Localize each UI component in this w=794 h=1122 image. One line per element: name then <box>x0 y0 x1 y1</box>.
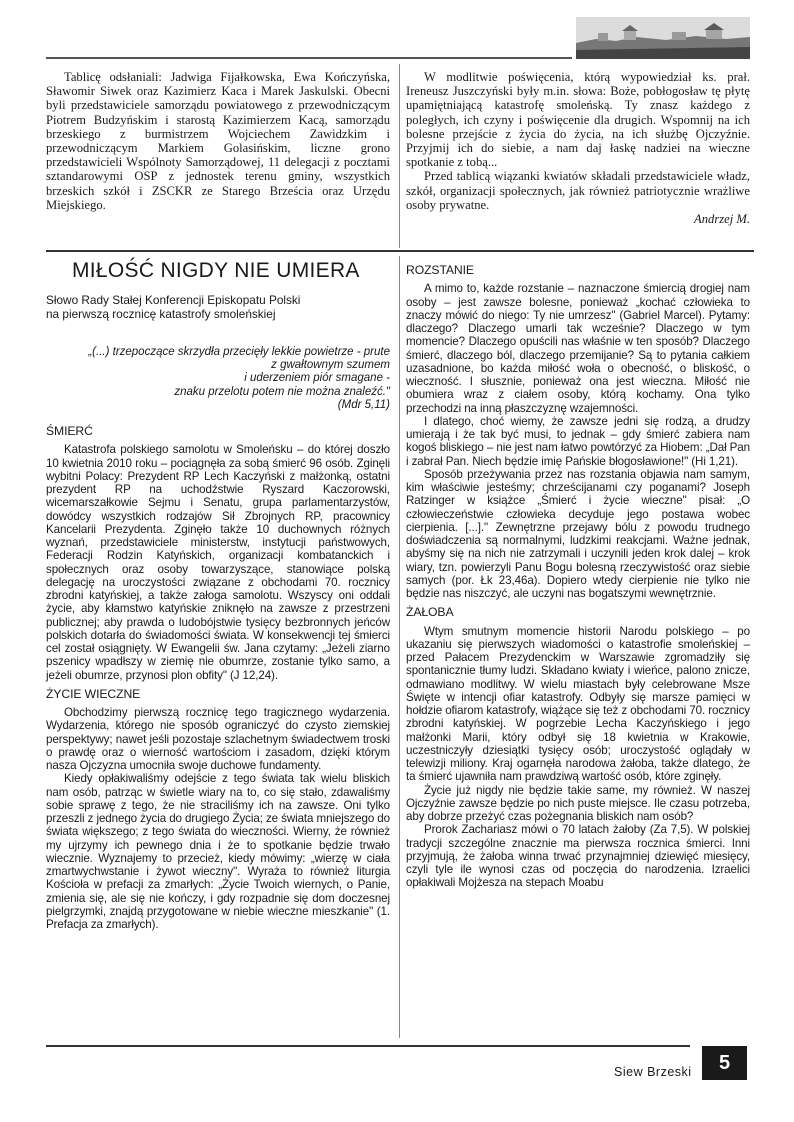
column-divider <box>399 64 400 248</box>
flowers-paragraph: Przed tablicą wiązanki kwiatów składali przedstawiciele władz, szkół, organizacji społecznych, jak również patriotycznie wrażliwe osoby prywatne. <box>406 169 750 212</box>
motto-reference: (Mdr 5,11) <box>337 398 390 411</box>
motto-line-1: „(...) trzepoczące skrzydła przecięły lekkie powietrze - prute <box>88 346 390 358</box>
paragraph-zaloba-2: Życie już nigdy nie będzie takie same, my również. W naszej Ojczyźnie zawsze będzie po nich puste miejsce. Ile czasu potrzeba, aby dobrze przeżyć czas pożegnania bliskich nam osób? <box>406 783 750 823</box>
magazine-name: Siew Brzeski <box>614 1065 692 1079</box>
section-separator <box>46 250 754 252</box>
article-title: MIŁOŚĆ NIGDY NIE UMIERA <box>72 259 360 282</box>
article-left-column <box>46 421 390 931</box>
paragraph-zycie-1: Obchodzimy pierwszą rocznicę tego tragicznego wydarzenia. Wydarzenia, którego nie sposób ograniczyć do czysto ziemskiej perspektywy; nawet jeśli pozostaje szlachetnym świadectwem troski o prawdę oraz o wierność wartościom i zasadom, dzięki którym nasza Ojczyzna umocniła swoje duchowe fundamenty. <box>46 706 390 772</box>
top-left-paragraph: Tablicę odsłaniali: Jadwiga Fijałkowska, Ewa Kończyńska, Sławomir Siwek oraz Kazimierz Kaca i Marek Jaskulski. Obecni byli przedstawiciele samorządu powiatowego z przewodniczącym Piotrem Budzyńskim i starostą Kazimierzem Kacą, samorządu brzeskiego z burmistrzem Wojciechem Zawidzkim i przewodniczącym Markiem Golasińskim, liczne grono przedstawicieli Wspólnoty Samorządowej, 11 delegacji z pocztami sztandarowymi OSP z jednostek terenu gminy, wszystkich brzeskich szkół i ZSCKR ze Starego Brześcia oraz Urzędu Miejskiego. <box>46 70 390 212</box>
page-number: 5 <box>702 1046 747 1080</box>
header-landscape-photo <box>576 17 750 59</box>
paragraph-smierc: Katastrofa polskiego samolotu w Smoleńsku – do której doszło 10 kwietnia 2010 roku – pociągnęła za sobą śmierć 96 osób. Zginęli wybitni Polacy: Prezydent RP Lech Kaczyński z małżonką, ostatni prezydent RP na uchodźstwie Ryszard Kaczorowski, wicemarszałkowie Sejmu i Senatu, grupa parlamentarzystów, dowódcy wszystkich rodzajów Sił Zbrojnych RP, pracownicy Kancelarii Prezydenta. Zginęło także 10 duchownych różnych wyznań, przedstawiciele ministerstw, instytucji państwowych, Federacji Rodzin Katyńskich, organizacji kombatanckich i społecznych oraz osoby towarzyszące, stanowiące polską delegację na uroczystości związane z obchodami 70. rocznicy zbrodni katyńskiej, a także załoga samolotu. Wszyscy oni oddali życie, aby kłamstwo katyńskie zniknęło na zawsze z przestrzeni publicznej; aby prawda o ludobójstwie tysięcy bezbronnych jeńców polskich dotarła do świadomości świata. W konsekwencji tej śmierci cel został osiągnięty. W Ewangelii św. Jana czytamy: „Jeżeli ziarno pszenicy wpadłszy w ziemię nie obumrze, zostanie tylko samo, a jeżeli obumrze, przynosi plon obfity" (J 12,24). <box>46 443 390 682</box>
subtitle-line-1: Słowo Rady Stałej Konferencji Episkopatu Polski <box>46 293 301 307</box>
article-subtitle <box>46 293 300 321</box>
paragraph-rozstanie-3: Sposób przeżywania przez nas rozstania objawia nam samym, kim właściwie jesteśmy; chrześcijanami czy poganami? Joseph Ratzinger w książce „Śmierć i życie wieczne" pisał: „O człowieczeństwie człowieka decyduje jego postawa wobec cierpienia. [...]." Zewnętrzne przejawy bólu z powodu trudnego doświadczenia są normalnymi, ludzkimi reakcjami. Ważne jednak, abyśmy się na nich nie zatrzymali i uczynili jeden krok dalej – krok wiary, tzn. powierzyli Panu Bogu bolesną rzeczywistość oraz siebie samych (por. Łk 23,46a). Dopiero wtedy cierpienie nie tylko nie będzie nas niszczyć, ale uczyni nas bogatszymi wewnętrznie. <box>406 467 750 600</box>
motto-line-4: znaku przelotu potem nie można znaleźć." <box>174 385 390 398</box>
heading-zaloba: ŻAŁOBA <box>406 605 454 620</box>
motto-quote <box>60 346 390 412</box>
motto-line-2: z gwałtownym szumem <box>271 359 390 372</box>
top-right-column <box>406 70 750 226</box>
subtitle-line-2: na pierwszą rocznicę katastrofy smoleńskiej <box>46 307 276 321</box>
paragraph-zycie-2: Kiedy opłakiwaliśmy odejście z tego świata tak wielu bliskich nam osób, patrząc w świetle wiary na to, co się stało, zdawaliśmy sobie sprawę z tego, że nie straciliśmy ich na zawsze. Oni tylko przeszli z jednego życia do drugiego Życia; ze świata mniejszego do świata większego; z tego świata do wieczności. Wierny, że również my ujrzymy ich pewnego dnia i że to spotkanie będzie trwało wiecznie. Wyznajemy to przecież, kiedy mówimy: „wierzę w ciała zmartwychwstanie i żywot wieczny". Wyraża to również liturgia Kościoła w prefacji za zmarłych: „Życie Twoich wiernych, o Panie, zmienia się, ale się nie kończy, i gdy rozpadnie się dom doczesnej pielgrzymki, znajdą przygotowane w niebie wieczne mieszkanie" (1. Prefacja za zmarłych). <box>46 772 390 931</box>
motto-line-3: i uderzeniem piór smagane - <box>244 372 390 385</box>
paragraph-rozstanie-2: I dlatego, choć wiemy, że zawsze jedni się rodzą, a drudzy umierają i że tak być musi, to jednak – gdy śmierć zabiera nam kogoś bliskiego – nie jest nam łatwo powtórzyć za Hiobem: „Dał Pan i zabrał Pan. Niech będzie imię Pańskie błogosławione!" (Hi 1,21). <box>406 414 750 468</box>
paragraph-rozstanie-1: A mimo to, każde rozstanie – naznaczone śmiercią drogiej nam osoby – jest zawsze bolesne, ponieważ „kochać człowieka to znaczy mówić do niego: Ty nie umrzesz" (Gabriel Marcel). Pytamy: dlaczego? Dlaczego umarli tak wcześnie? Dlaczego w tym momencie? Dlaczego opuścili nas właśnie w ten sposób? Dlaczego śmierć, dlaczego ból, dlaczego przemijanie? Są to pytania całkiem uzasadnione, bo każda miłość woła o obecność, o bliskość, o wieczność. I słusznie, ponieważ ona jest wieczna. Miłość nie obumiera wraz z ciałem osoby, którą kochamy. Ona tylko przechodzi na inną płaszczyznę wzajemności. <box>406 282 750 415</box>
article-right-column <box>406 260 750 890</box>
author-signature: Andrzej M. <box>694 212 750 227</box>
paragraph-zaloba-3: Prorok Zachariasz mówi o 70 latach żałoby (Za 7,5). W polskiej tradycji szczególne znacznie ma pierwsza rocznica śmierci. Inni przyjmują, że żałoba winna trwać przynajmniej dziewięć miesięcy, czyli tyle ile wynosi czas od poczęcia do narodzenia. Izraelici opłakiwali Mojżesza na stepach Moabu <box>406 823 750 890</box>
heading-zycie-wieczne: ŻYCIE WIECZNE <box>46 686 141 701</box>
footer-rule <box>46 1045 690 1047</box>
heading-rozstanie: ROZSTANIE <box>406 263 474 277</box>
header-rule <box>46 57 572 59</box>
paragraph-zaloba-1: Wtym smutnym momencie historii Narodu polskiego – po ukazaniu się pierwszych wiadomości o katastrofie smoleńskiej – przed Pałacem Prezydenckim w Warszawie zgromadziły się spontanicznie tłumy ludzi. Składano kwiaty i wieńce, palono znicze, odmawiano modlitwy. W wielu miastach były celebrowane Msze Święte w intencji ofiar katastrofy. Odbyły się marsze pamięci w hołdzie ofiarom katastrofy, wiążące się też z obchodami 70. rocznicy zbrodni katyńskiej. W pogrzebie Lecha Kaczyńskiego i jego małżonki Marii, który odbył się 18 kwietnia w Krakowie, uczestniczyły dziesiątki tysięcy osób; uroczystość oglądały w telewizji miliony. Kraj ogarnęła narodowa żałoba, także dlatego, że ta śmierć ujawniła nam prawdziwą wartość osób, które zginęły. <box>406 624 750 784</box>
article-column-divider <box>399 256 400 1038</box>
prayer-paragraph: W modlitwie poświęcenia, którą wypowiedział ks. prał. Ireneusz Juszczyński były m.in. słowa: Boże, pobłogosław tę płytę upamiętniającą katastrofę smoleńską. Ty znasz każdego z poległych, ich czyny i poświęcenie dla drugich. Wspomnij na ich bolesne przejście z życia do życia, na ich służbę Ojczyźnie. Przyjmij ich do siebie, a nam daj łaskę nadziei na wieczne spotkanie z tobą... <box>406 70 750 170</box>
heading-smierc: ŚMIERĆ <box>46 424 93 438</box>
